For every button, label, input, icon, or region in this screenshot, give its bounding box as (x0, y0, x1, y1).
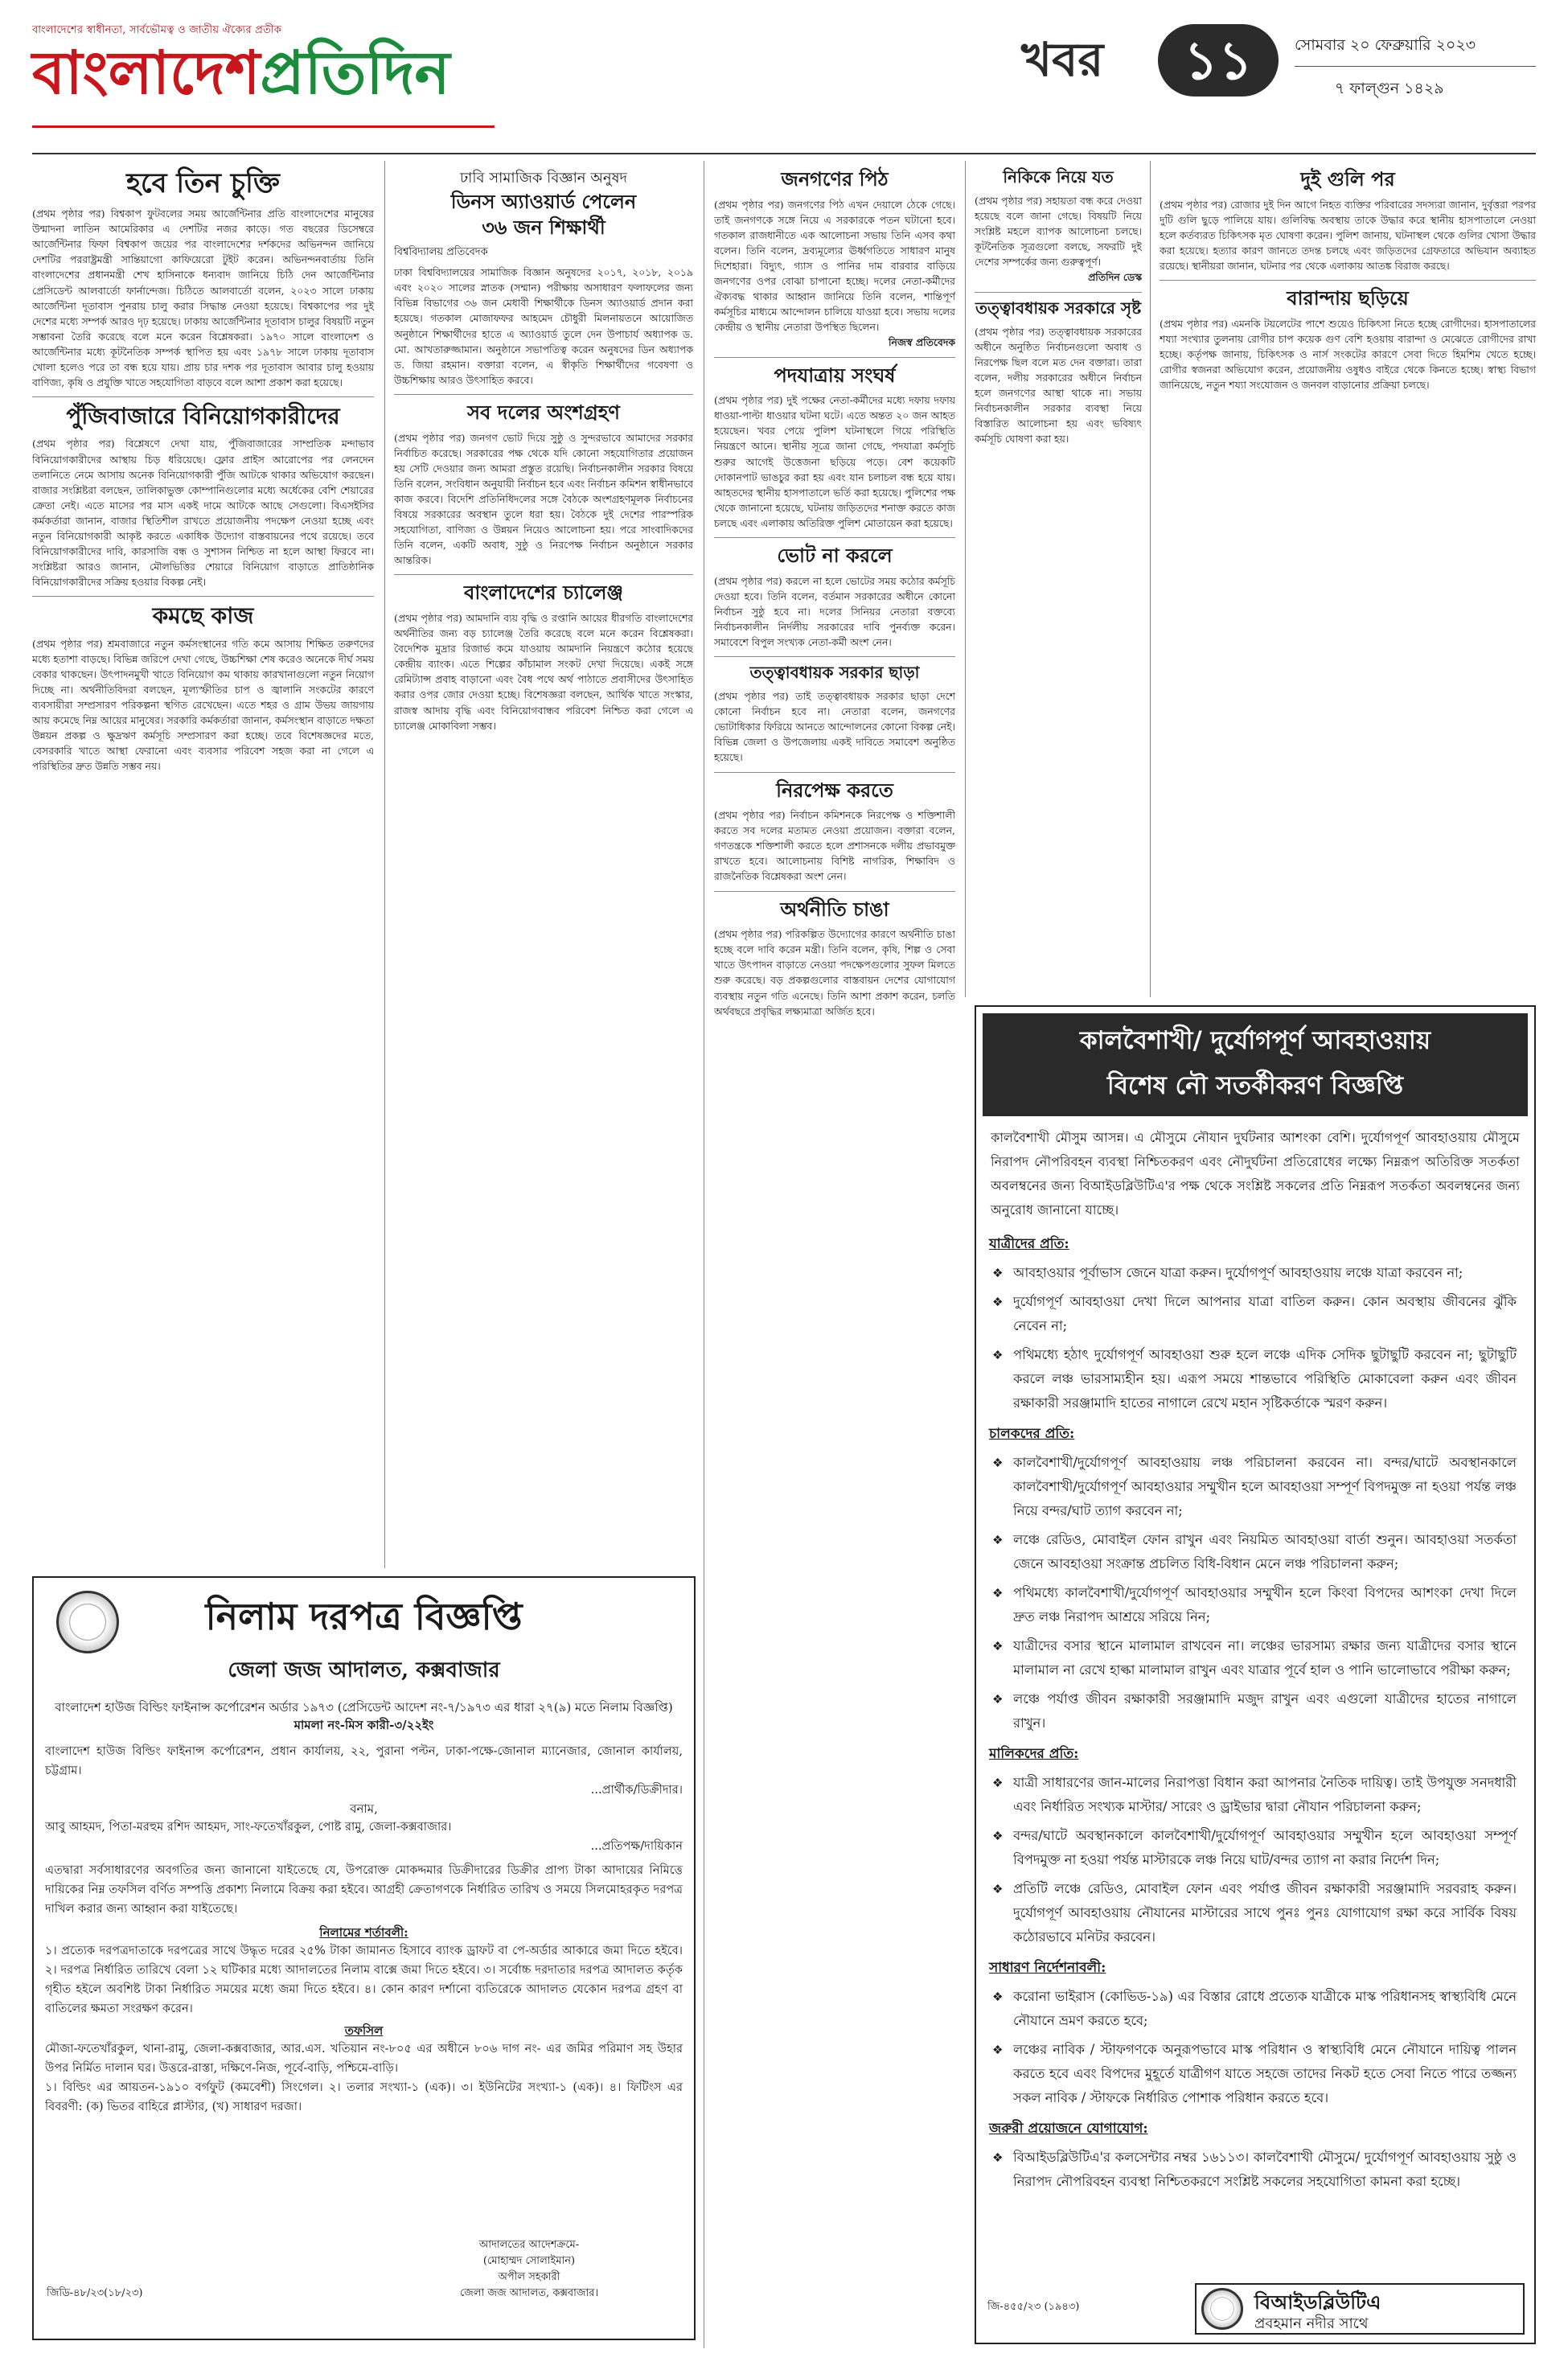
biwta-footer (1195, 2283, 1525, 2335)
masthead-rule (32, 153, 1536, 154)
auction-conditions: ১। প্রত্যেক দরপত্রদাতাকে দরপত্রের সাথে উদ্ধৃত দরের ২৫% টাকা জামানত হিসাবে ব্যাংক ড্রাফট বা পে-অর্ডার আকারে জমা দিতে হইবে। ২। দরপত্র নির্ধারিত তারিখে বেলা ১২ ঘটিকার মধ্যে আদালতের নিলাম বাক্সে জমা দিতে হইবে। ৩। সর্বোচ্চ দরদাতার দরপত্র আদালত কর্তৃক গৃহীত হইলে অবশিষ্ট টাকা নির্ধারিত সময়ের মধ্যে জমা দিতে হইবে। ৪। কোন কারণ দর্শানো ব্যতিরেকে আদালত যেকোন দরপত্র গ্রহণ বা বাতিলের ক্ষমতা সংরক্ষণ করেন। (45, 1944, 683, 2015)
passengers-list (976, 1261, 1534, 1415)
headline-niki[interactable]: নিকিকে নিয়ে যত (1003, 167, 1114, 187)
auction-signer-title: অপীল সহকারী (498, 2271, 560, 2283)
biwta-logo-icon (1201, 2288, 1243, 2330)
logo-name-part1: বাংলাদেশ (32, 39, 261, 108)
newspaper-logo[interactable] (32, 23, 515, 155)
auction-schedule: মৌজা-ফতেখাঁরকুল, থানা-রামু, জেলা-কক্সবাজার, আর.এস. খতিয়ান নং-৮০৫ এর অধীনে ৮০৬ দাগ নং- এর জমির পরিমাণ সহ উহার উপর নির্মিত দালান ঘর। উত্তরে-রাস্তা, দক্ষিণে-নিজ, পূর্বে-বাড়ি, পশ্চিমে-বাড়ি। (45, 2042, 683, 2075)
article-body: (প্রথম পৃষ্ঠার পর) আমদানি ব্যয় বৃদ্ধি ও রপ্তানি আয়ের ধীরগতি বাংলাদেশের অর্থনীতির জন্য বড় চ্যালেঞ্জ তৈরি করেছে বলে মনে করেন বিশ্লেষকরা। বৈদেশিক মুদ্রার রিজার্ভ কমে যাওয়ায় আমদানি নিয়ন্ত্রণে কঠোর হয়েছে কেন্দ্রীয় ব্যাংক। এতে শিল্পের কাঁচামাল সংকট দেখা দিয়েছে। একই সঙ্গে রেমিট্যান্স প্রবাহ বাড়ানো এবং বৈধ পথে অর্থ পাঠাতে প্রবাসীদের উৎসাহিত করার ওপর জোর দেওয়া হচ্ছে। বিশেষজ্ঞরা বলছেন, আর্থিক খাতে সংস্কার, রাজস্ব আদায় বৃদ্ধি এবং বিনিয়োগবান্ধব পরিবেশ নিশ্চিত করা গেলে এ চ্যালেঞ্জ মোকাবিলা সম্ভব। (394, 611, 693, 732)
auction-court: জেলা জজ আদালত, কক্সবাজার (228, 1658, 500, 1682)
headline-niropekkho[interactable]: নিরপেক্ষ করতে (776, 778, 893, 802)
story-divider (1160, 280, 1536, 281)
headline-challenge[interactable]: বাংলাদেশের চ্যালেঞ্জ (463, 581, 624, 605)
list-item: ❖ লঞ্চের নাবিক / স্টাফগণকে অনুরূপভাবে মাস্ক পরিধান ও স্বাস্থ্যবিধি মেনে নৌযানে দায়িত্ব পালন করতে হবে এবং বিপদের মুহূর্তে যাত্রীগণ যাতে সহজে তাদের নিকট হতে সেবা নিতে পারে তজ্জন্য সকল নাবিক / স্টাফকে নির্ধারিত পোশাক পরিধান করতে হবে। (1013, 2038, 1517, 2110)
column-2 (394, 165, 693, 1568)
list-item: ❖ দুর্যোগপূর্ণ আবহাওয়া দেখা দিলে আপনার যাত্রা বাতিল করুন। কোন অবস্থায় জীবনের ঝুঁকি নেবেন না; (1013, 1290, 1517, 1338)
auction-signer-name: (মোহাম্মদ সোলাইমান) (482, 2255, 576, 2267)
article-body: (প্রথম পৃষ্ঠার পর) করলে না হলে ভোটের সময় কঠোর কর্মসূচি দেওয়া হবে। তিনি বলেন, বর্তমান সরকারের অধীনে কোনো নির্বাচন সুষ্ঠু হবে না। দলের সিনিয়র নেতারা বক্তব্যে নির্বাচনকালীন নির্দলীয় সরকারের দাবি পুনর্ব্যক্ত করেন। সমাবেশে বিপুল সংখ্যক নেতা-কর্মী অংশ নেন। (714, 574, 955, 648)
story-divider (714, 537, 955, 538)
column-divider (384, 161, 385, 1568)
headline-komche-kaj[interactable]: কমছে কাজ (152, 602, 254, 630)
auction-defendant-role: ...প্রতিপক্ষ/দায়িকান (590, 1839, 683, 1853)
headline-dui-guli[interactable]: দুই গুলি পর (1300, 167, 1395, 191)
list-item: ❖ পথিমধ্যে কালবৈশাখী/দুর্যোগপূর্ণ আবহাওয়ার সম্মুখীন হলে কিংবা বিপদের আশংকা দেখা দিলে দ্রুত লঞ্চ নিরাপদ আশ্রয়ে সরিয়ে নিন; (1013, 1581, 1517, 1629)
article-credit: নিজস্ব প্রতিবেদক (888, 336, 955, 349)
list-item: ❖ কালবৈশাখী/দুর্যোগপূর্ণ আবহাওয়ায় লঞ্চ পরিচালনা করবেন না। বন্দর/ঘাটে অবস্থানকালে কালবৈশাখী/দুর্যোগপূর্ণ আবহাওয়ার সম্মুখীন হলে আবহাওয়া সম্পূর্ণ বিপদমুক্ত না হওয়া পর্যন্ত লঞ্চ নিয়ে বন্দর/ঘাট ত্যাগ করবেন না; (1013, 1451, 1517, 1523)
section-name: খবর (1021, 32, 1104, 87)
article-body: (প্রথম পৃষ্ঠার পর) তত্ত্বাবধায়ক সরকারের অধীনে অনুষ্ঠিত নির্বাচনগুলো অবাধ ও নিরপেক্ষ ছিল বলে মত দেন বক্তারা। তারা বলেন, দলীয় সরকারের অধীনে নির্বাচন হলে জনগণের আস্থা থাকে না। সভায় নির্বাচনকালীন সরকার ব্যবস্থা নিয়ে বিস্তারিত আলোচনা হয় এবং ভবিষ্যৎ কর্মসূচি ঘোষণা করা হয়। (975, 325, 1142, 446)
article-body: (প্রথম পৃষ্ঠার পর) এমনকি টয়লেটের পাশে শুয়েও চিকিৎসা নিতে হচ্ছে রোগীদের। হাসপাতালের শয্যা সংখ্যার তুলনায় রোগীর চাপ কয়েক গুণ বেশি হওয়ায় বারান্দা ও মেঝেতে রোগীদের রাখা হচ্ছে। কর্তৃপক্ষ জানায়, চিকিৎসক ও নার্স সংকটের কারণে সেবা দিতে হিমশিম খেতে হচ্ছে। রোগীর স্বজনরা অভিযোগ করেন, প্রয়োজনীয় ওষুধও বাইরে থেকে কিনতে হচ্ছে। স্বাস্থ্য বিভাগ জানিয়েছে, নতুন শয্যা সংযোজন ও জনবল বাড়ানোর প্রক্রিয়া চলছে। (1160, 317, 1536, 392)
auction-plaintiff: বাংলাদেশ হাউজ বিল্ডিং ফাইনান্স কর্পোরেশন, প্রধান কার্যালয়, ২২, পুরানা পল্টন, ঢাকা-পক্ষে-জোনাল ম্যানেজার, জোনাল কার্যালয়, চট্টগ্রাম। (45, 1744, 683, 1777)
headline-tottabodhayok[interactable]: তত্ত্বাবধায়ক সরকার ছাড়া (749, 663, 920, 683)
column-1 (32, 165, 374, 1568)
column-4 (975, 165, 1142, 993)
list-item: ❖ প্রতিটি লঞ্চে রেডিও, মোবাইল ফোন এবং পর্যাপ্ত জীবন রক্ষাকারী সরঞ্জামাদি সরবরাহ করুন। দুর্যোগপূর্ণ আবহাওয়ায় নৌযানের মাস্টারের সাথে পুনঃ পুনঃ যোগাযোগ রক্ষা করে সার্বিক বিষয় কঠোরভাবে মনিটর করবেন। (1013, 1877, 1517, 1949)
owners-list (976, 1771, 1534, 1949)
byline: বিশ্ববিদ্যালয় প্রতিবেদক (394, 246, 488, 259)
headline-deans-award[interactable]: ডিনস অ্যাওয়ার্ড পেলেন (450, 190, 637, 213)
headline-baranday[interactable]: বারান্দায় ছড়িয়ে (1287, 286, 1409, 310)
column-divider (965, 161, 966, 997)
drivers-list (976, 1451, 1534, 1735)
owners-title: মালিকদের প্রতি: (989, 1746, 1079, 1762)
warning-ref: জি-৪৫৫/২৩ (১৯৪৩) (987, 2301, 1080, 2313)
headline-tin-chukti[interactable]: হবে তিন চুক্তি (126, 167, 280, 199)
government-seal-icon (56, 1591, 119, 1653)
date-gregorian: সোমবার ২০ ফেব্রুয়ারি ২০২৩ (1295, 36, 1476, 54)
auction-items: ১। বিল্ডিং এর আয়তন-১৯১০ বর্গফুট (কমবেশী) সিংগেল। ২। তলার সংখ্যা-১ (এক)। ৩। ইউনিটের সংখ্যা-১ (এক)। ৪। ফিটিংস এর বিবরণী: (ক) ভিতর বাহিরে প্লাস্টার, (খ) সাধারণ দরজা। (45, 2080, 683, 2113)
article-body: (প্রথম পৃষ্ঠার পর) নির্বাচন কমিশনকে নিরপেক্ষ ও শক্তিশালী করতে সব দলের মতামত নেওয়া প্রয়োজন। বক্তারা বলেন, গণতন্ত্রকে শক্তিশালী করতে হলে প্রশাসনকে দলীয় প্রভাবমুক্ত রাখতে হবে। আলোচনায় বিশিষ্ট নাগরিক, শিক্ষাবিদ ও রাজনৈতিক বিশ্লেষকরা অংশ নেন। (714, 809, 955, 883)
auction-plaintiff-role: ...প্রার্থীক/ডিক্রীদার। (590, 1783, 683, 1797)
auction-ref: জিডি-৪৮/২৩(১৮/২৩) (47, 2287, 143, 2299)
headline-podojatra[interactable]: পদযাত্রায় সংঘর্ষ (774, 363, 896, 387)
headline-deans-award-2[interactable]: ৩৬ জন শিক্ষার্থী (482, 215, 605, 239)
logo-underline (32, 125, 495, 128)
warning-title-line1: কালবৈশাখী/ দুর্যোগপূর্ণ আবহাওয়ায় (1079, 1026, 1431, 1055)
page-number-badge: ১১ (1158, 24, 1279, 97)
list-item: ❖ বন্দর/ঘাটে অবস্থানকালে কালবৈশাখী/দুর্যোগপূর্ণ আবহাওয়ার সম্মুখীন হলে আবহাওয়া সম্পূর্ণ বিপদমুক্ত না হওয়া পর্যন্ত মাস্টারকে লঞ্চ নিয়ে ঘাট/বন্দর ত্যাগ না করার নির্দেশ দিন; (1013, 1824, 1517, 1872)
story-divider (714, 772, 955, 773)
drivers-title: চালকদের প্রতি: (989, 1426, 1075, 1442)
warning-title-banner (983, 1013, 1528, 1116)
auction-notice-ad (32, 1576, 696, 2340)
auction-schedule-title: তফসিল (344, 2023, 384, 2038)
article-body: (প্রথম পৃষ্ঠার পর) রোজার দুই দিন আগে নিহত ব্যক্তির পরিবারের সদস্যরা জানান, দুর্বৃত্তরা পরপর দুটি গুলি ছুড়ে পালিয়ে যায়। গুলিবিদ্ধ অবস্থায় তাকে উদ্ধার করে স্থানীয় হাসপাতালে নেওয়া হলে কর্তব্যরত চিকিৎসক মৃত ঘোষণা করেন। পুলিশ জানায়, ঘটনাস্থল থেকে গুলির খোসা উদ্ধার করা হয়েছে। হত্যার কারণ জানতে তদন্ত চলছে এবং জড়িতদের গ্রেফতারে অভিযান অব্যাহত রয়েছে। স্থানীয়রা জানান, ঘটনার পর থেকে এলাকায় আতঙ্ক বিরাজ করছে। (1160, 198, 1536, 272)
list-item: ❖ লঞ্চে রেডিও, মোবাইল ফোন রাখুন এবং নিয়মিত আবহাওয়া বার্তা শুনুন। আবহাওয়া সতর্কতা জেনে আবহাওয়া সংক্রান্ত প্রচলিত বিধি-বিধান মেনে লঞ্চ পরিচালনা করুন; (1013, 1528, 1517, 1576)
article-body: (প্রথম পৃষ্ঠার পর) বিশ্বকাপ ফুটবলের সময় আর্জেন্টিনার প্রতি বাংলাদেশের মানুষের উন্মাদনা লাতিন আমেরিকার এ দেশটির নজর কাড়ে। গত বছরের ডিসেম্বরে আর্জেন্টিনার ফিফা বিশ্বকাপ জয়ের পর বাংলাদেশের দর্শকদের অভিনন্দন জানিয়ে দেশটির পররাষ্ট্রমন্ত্রী সান্তিয়াগো কাফিয়েরো টুইট করেন। অভিনন্দনবার্তায় তিনি বাংলাদেশের প্রধানমন্ত্রী শেখ হাসিনাকে ধন্যবাদ জানিয়ে চিঠি দেন আর্জেন্টিনার প্রেসিডেন্ট আলবার্তো ফার্নান্দেজ। চিঠিতে আলবার্তো বলেন, ২০২৩ সালে ঢাকায় আর্জেন্টিনা দূতাবাস পুনরায় চালু করার সিদ্ধান্ত নেওয়া হয়েছে। বিশ্বকাপের পর দুই দেশের মধ্যে সম্পর্ক আরও দৃঢ় হয়েছে। ঢাকায় আর্জেন্টিনার দূতাবাস চালুর বিষয়টি নতুন সম্ভাবনা তৈরি করেছে বলে মনে করেন বিশ্লেষকরা। ১৯৭০ সালে বাংলাদেশ ও আর্জেন্টিনার মধ্যে কূটনৈতিক সম্পর্ক স্থাপিত হয় এবং ১৯৭৮ সালে ঢাকায় দূতাবাস খোলা হলেও পরে তা বন্ধ হয়ে যায়। প্রায় চার দশক পর দূতাবাস আবার চালু হওয়ায় বাণিজ্য, কৃষি ও প্রযুক্তি খাতে সহযোগিতা বাড়বে বলে আশা প্রকাশ করা হয়েছে। (32, 207, 374, 389)
auction-title: নিলাম দরপত্র বিজ্ঞপ্তি (205, 1595, 523, 1638)
kicker: ঢাবি সামাজিক বিজ্ঞান অনুষদ (460, 170, 627, 187)
headline-sob-doler[interactable]: সব দলের অংশগ্রহণ (467, 400, 620, 424)
warning-intro: কালবৈশাখী মৌসুম আসন্ন। এ মৌসুমে নৌযান দুর্ঘটনার আশংকা বেশি। দুর্যোগপূর্ণ আবহাওয়ায় মৌসুমে নিরাপদ নৌপরিবহন ব্যবস্থা নিশ্চিতকরণ এবং নৌদুর্ঘটনা প্রতিরোধের লক্ষ্যে নিম্নরূপ অতিরিক্ত সতর্কতা অবলম্বনের জন্য বিআইডব্লিউটিএ'র পক্ষ থেকে সংশ্লিষ্ট সকলের প্রতি নিম্নরূপ সতর্কতা অবলম্বনের জন্য অনুরোধ জানানো যাচ্ছে। (991, 1130, 1520, 1218)
emergency-title: জরুরী প্রয়োজনে যোগাযোগ: (989, 2121, 1148, 2137)
story-divider (394, 394, 693, 395)
article-body: (প্রথম পৃষ্ঠার পর) জনগণের পিঠ এখন দেয়ালে ঠেকে গেছে। তাই জনগণকে সঙ্গে নিয়ে এ সরকারকে পতন ঘটানো হবে। গতকাল রাজধানীতে এক আলোচনা সভায় তিনি এসব কথা বলেন। তিনি বলেন, দ্রব্যমূল্যের ঊর্ধ্বগতিতে সাধারণ মানুষ দিশেহারা। বিদ্যুৎ, গ্যাস ও পানির দাম বারবার বাড়িয়ে জনগণের ওপর বোঝা চাপানো হচ্ছে। দলের নেতা-কর্মীদের ঐক্যবদ্ধ থাকার আহ্বান জানিয়ে তিনি বলেন, শান্তিপূর্ণ কর্মসূচির মাধ্যমে আন্দোলন চালিয়ে যাওয়া হবে। সভায় দলের কেন্দ্রীয় ও স্থানীয় নেতারা উপস্থিত ছিলেন। (714, 198, 955, 334)
story-divider (714, 357, 955, 358)
headline-vote-na-korle[interactable]: ভোট না করলে (777, 543, 893, 567)
general-list (976, 1985, 1534, 2110)
list-item: ❖ করোনা ভাইরাস (কোভিড-১৯) এর বিস্তার রোধে প্রত্যেক যাত্রীকে মাস্ক পরিধানসহ স্বাস্থ্যবিধি মেনে নৌযানে ভ্রমণ করতে হবে; (1013, 1985, 1517, 2033)
auction-case-no: মামলা নং-মিস কারী-৩/২২ইং (293, 1718, 434, 1732)
article-body: (প্রথম পৃষ্ঠার পর) তাই তত্ত্বাবধায়ক সরকার ছাড়া দেশে কোনো নির্বাচন হবে না। নেতারা বলেন, জনগণের ভোটাধিকার ফিরিয়ে আনতে আন্দোলনের কোনো বিকল্প নেই। বিভিন্ন জেলা ও উপজেলায় একই দাবিতে সমাবেশ অনুষ্ঠিত হয়েছে। (714, 690, 955, 764)
logo-wordmark (32, 39, 450, 108)
list-item: ❖ পথিমধ্যে হঠাৎ দুর্যোগপূর্ণ আবহাওয়া শুরু হলে লঞ্চে এদিক সেদিক ছুটাছুটি করবেন না; ছুটাছুটি করলে লঞ্চ ভারসাম্যহীন হয়। এরূপ সময়ে শান্তভাবে পরিস্থিতি মোকাবেলা করুন এবং জীবন রক্ষাকারী সরঞ্জামাদি হাতের নাগালে রেখে মহান সৃষ্টিকর্তাকে স্মরণ করুন। (1013, 1343, 1517, 1415)
biwta-name: বিআইডব্লিউটিএ (1254, 2290, 1381, 2314)
weather-warning-ad (975, 1005, 1536, 2344)
article-body: (প্রথম পৃষ্ঠার পর) সহায়তা বন্ধ করে দেওয়া হয়েছে বলে জানা গেছে। বিষয়টি নিয়ে সংশ্লিষ্ট মহলে ব্যাপক আলোচনা চলছে। কূটনৈতিক সূত্রগুলো বলছে, সফরটি দুই দেশের সম্পর্কের জন্য গুরুত্বপূর্ণ। (975, 195, 1142, 269)
logo-tagline: বাংলাদেশের স্বাধীনতা, সার্বভৌমত্ব ও জাতীয় ঐক্যের প্রতীক (32, 24, 282, 36)
emergency-list (976, 2146, 1534, 2194)
headline-jonogoner-pith[interactable]: জনগণের পিঠ (781, 167, 889, 191)
list-item: ❖ লঞ্চে পর্যাপ্ত জীবন রক্ষাকারী সরঞ্জামাদি মজুদ রাখুন এবং এগুলো যাত্রীদের হাতের নাগালে রাখুন। (1013, 1687, 1517, 1735)
biwta-slogan: প্রবহমান নদীর সাথে (1254, 2315, 1369, 2332)
auction-order: বাংলাদেশ হাউজ বিল্ডিং ফাইনান্স কর্পোরেশন অর্ডার ১৯৭৩ (প্রেসিডেন্ট আদেশ নং-৭/১৯৭৩ এর ধারা ২৭(৯) মতে নিলাম বিজ্ঞপ্তি) (55, 1700, 673, 1715)
general-title: সাধারণ নির্দেশনাবলী: (989, 1960, 1106, 1976)
auction-intro: এতদ্বারা সর্বসাধারণের অবগতির জন্য জানানো যাইতেছে যে, উপরোক্ত মোকদ্দমার ডিক্রীদারের ডিক্রীর প্রাপ্য টাকা আদায়ের নিমিত্তে দায়িকের নিম্ন তফসিল বর্ণিত সম্পত্তি প্রকাশ্য নিলামে বিক্রয় করা হইবে। আগ্রহী ক্রেতাগণকে নির্ধারিত তারিখ ও সময়ে সিলমোহরকৃত দরপত্র দাখিল করার জন্য আহ্বান করা যাইতেছে। (45, 1863, 683, 1916)
date-bengali: ৭ ফাল্গুন ১৪২৯ (1335, 80, 1444, 97)
masthead (32, 16, 1536, 157)
story-divider (714, 656, 955, 657)
column-divider (1150, 161, 1151, 997)
list-item: ❖ আবহাওয়ার পূর্বাভাস জেনে যাত্রা করুন। দুর্যোগপূর্ণ আবহাওয়ায় লঞ্চে যাত্রা করবেন না; (1013, 1261, 1517, 1285)
list-item: ❖ যাত্রীদের বসার স্থানে মালামাল রাখবেন না। লঞ্চের ভারসাম্য রক্ষার জন্য যাত্রীদের বসার স্থানে মালামাল না রেখে হাল্কা মালামাল রাখুন এবং যাত্রার পূর্বে হাল ও পানি ভালোভাবে পরীক্ষা করুন; (1013, 1634, 1517, 1682)
story-divider (32, 396, 374, 397)
article-body: (প্রথম পৃষ্ঠার পর) বিশ্লেষণে দেখা যায়, পুঁজিবাজারের সাম্প্রতিক মন্দাভাব বিনিয়োগকারীদের আস্থায় চিড় ধরিয়েছে। ফ্লোর প্রাইস আরোপের পর লেনদেন তলানিতে নেমে আসায় অনেক বিনিয়োগকারী পুঁজি আটকে থাকার অভিযোগ করছেন। বাজার সংশ্লিষ্টরা বলছেন, তালিকাভুক্ত কোম্পানিগুলোর মধ্যে অর্ধেকের বেশি শেয়ারের ক্রেতা নেই। এতে মাসের পর মাস একই দামে আটকে আছে সেগুলো। বিএসইসির কর্মকর্তারা জানান, বাজার স্থিতিশীল রাখতে প্রয়োজনীয় পদক্ষেপ নেওয়া হচ্ছে এবং নতুন বিনিয়োগকারী আকৃষ্ট করতে একাধিক উদ্যোগ বাস্তবায়নের পথে রয়েছে। তবে বিনিয়োগকারীদের দাবি, কারসাজি বন্ধ ও সুশাসন নিশ্চিত না হলে আস্থা ফিরবে না। সংশ্লিষ্টরা আরও জানান, মৌলভিত্তির শেয়ারে বিনিয়োগ বাড়াতে প্রাতিষ্ঠানিক বিনিয়োগকারীদের সক্রিয় হওয়ার বিকল্প নেই। (32, 437, 374, 589)
page-section-header (1021, 24, 1536, 153)
article-body: (প্রথম পৃষ্ঠার পর) জনগণ ভোট দিয়ে সুষ্ঠু ও সুন্দরভাবে আমাদের সরকার নির্বাচিত করেছে। সরকারের পক্ষ থেকে যদি কোনো সহযোগিতার প্রয়োজন হয় সেটি দেওয়ার জন্য আমরা প্রস্তুত রয়েছি। নির্বাচনকালীন সরকার বিষয়ে তিনি বলেন, সংবিধান অনুযায়ী নির্বাচন হবে এবং নির্বাচন কমিশন স্বাধীনভাবে কাজ করবে। বিদেশি প্রতিনিধিদলের সঙ্গে বৈঠকে অংশগ্রহণমূলক নির্বাচনের বিষয়ে সরকারের অবস্থান তুলে ধরা হয়। বৈঠকে দুই দেশের পারস্পরিক সহযোগিতা, বাণিজ্য ও উন্নয়ন নিয়েও আলোচনা হয়। পরে সাংবাদিকদের তিনি বলেন, একটি অবাধ, সুষ্ঠু ও নিরপেক্ষ নির্বাচন অনুষ্ঠানে সরকার আন্তরিক। (394, 431, 693, 567)
auction-conditions-title: নিলামের শর্তাবলী: (319, 1925, 408, 1940)
headline-tottabodhayok-srishto[interactable]: তত্ত্বাবধায়ক সরকারে সৃষ্ট (975, 298, 1142, 318)
auction-signer-office: জেলা জজ আদালত, কক্সবাজার। (459, 2287, 599, 2299)
list-item: ❖ যাত্রী সাধারণের জান-মালের নিরাপত্তা বিধান করা আপনার নৈতিক দায়িত্ব। তাই উপযুক্ত সনদধারী এবং নির্ধারিত সংখ্যক মাস্টার/ সারেং ও ড্রাইভার দ্বারা নৌযান পরিচালনা করুন; (1013, 1771, 1517, 1819)
auction-signed-by: আদালতের আদেশক্রমে- (478, 2239, 580, 2251)
auction-defendant: আবু আহমদ, পিতা-মরহুম রশিদ আহমদ, সাং-ফতেখাঁরকুল, পোষ্ট রামু, জেলা-কক্সবাজার। (45, 1820, 452, 1834)
article-body: (প্রথম পৃষ্ঠার পর) দুই পক্ষের নেতা-কর্মীদের মধ্যে দফায় দফায় ধাওয়া-পাল্টা ধাওয়ার ঘটনা ঘটে। এতে অন্তত ২০ জন আহত হয়েছেন। খবর পেয়ে পুলিশ ঘটনাস্থলে গিয়ে পরিস্থিতি নিয়ন্ত্রণে আনে। স্থানীয় সূত্রে জানা গেছে, পদযাত্রা কর্মসূচি শুরুর আগেই উত্তেজনা ছড়িয়ে পড়ে। বেশ কয়েকটি দোকানপাট ভাঙচুর করা হয় এবং যান চলাচল বন্ধ হয়ে যায়। আহতদের স্থানীয় হাসপাতালে ভর্তি করা হয়েছে। পুলিশের পক্ষ থেকে জানানো হয়েছে, ঘটনায় জড়িতদের শনাক্ত করতে কাজ চলছে এবং এলাকায় অতিরিক্ত পুলিশ মোতায়েন করা হয়েছে। (714, 394, 955, 529)
story-divider (394, 574, 693, 575)
column-3 (714, 165, 955, 2336)
story-divider (975, 292, 1142, 293)
date-divider (1295, 66, 1536, 67)
article-body: (প্রথম পৃষ্ঠার পর) পরিকল্পিত উদ্যোগের কারণে অর্থনীতি চাঙা হচ্ছে বলে দাবি করেন মন্ত্রী। তিনি বলেন, কৃষি, শিল্প ও সেবা খাতে উৎপাদন বাড়াতে নেওয়া পদক্ষেপগুলোর সুফল মিলতে শুরু করেছে। বড় প্রকল্পগুলোর বাস্তবায়ন দেশের যোগাযোগ ব্যবস্থায় নতুন গতি এনেছে। তিনি আশা প্রকাশ করেন, চলতি অর্থবছরে প্রবৃদ্ধির লক্ষ্যমাত্রা অর্জিত হবে। (714, 928, 955, 1017)
passengers-title: যাত্রীদের প্রতি: (989, 1236, 1069, 1252)
auction-signature-block (396, 2237, 662, 2302)
story-divider (714, 891, 955, 892)
warning-title-line2: বিশেষ নৌ সতর্কীকরণ বিজ্ঞপ্তি (1106, 1071, 1404, 1100)
headline-orthoniti[interactable]: অর্থনীতি চাঙা (780, 897, 889, 921)
article-body: (প্রথম পৃষ্ঠার পর) শ্রমবাজারে নতুন কর্মসংস্থানের গতি কমে আসায় শিক্ষিত তরুণদের মধ্যে হতাশা বাড়ছে। বিভিন্ন জরিপে দেখা গেছে, উচ্চশিক্ষা শেষ করেও অনেকে দীর্ঘ সময় বেকার থাকছেন। উৎপাদনমুখী খাতে বিনিয়োগ কম থাকায় কারখানাগুলো নতুন নিয়োগ দিচ্ছে না। অর্থনীতিবিদরা বলছেন, মূল্যস্ফীতির চাপ ও জ্বালানি সংকটের কারণে ব্যবসায়ীরা সম্প্রসারণ পরিকল্পনা স্থগিত রেখেছেন। এতে শহর ও গ্রাম উভয় জায়গায় আয় কমেছে নিম্ন আয়ের মানুষের। সরকারি কর্মকর্তারা জানান, কর্মসংস্থান বাড়াতে দক্ষতা উন্নয়ন প্রকল্প ও ক্ষুদ্রঋণ কর্মসূচি সম্প্রসারণ করা হচ্ছে। তবে বিশেষজ্ঞদের মতে, বেসরকারি খাতে আস্থা ফেরানো এবং ব্যবসার পরিবেশ সহজ করা না গেলে এ পরিস্থিতির দ্রুত উন্নতি সম্ভব নয়। (32, 637, 374, 773)
list-item: ❖ বিআইডব্লিউটিএ'র কলসেন্টার নম্বর ১৬১১৩। কালবৈশাখী মৌসুমে/ দুর্যোগপূর্ণ আবহাওয়ায় সুষ্ঠু ও নিরাপদ নৌপরিবহন ব্যবস্থা নিশ্চিতকরণে সংশ্লিষ্ট সকলের সহযোগিতা কামনা করা হচ্ছে। (1013, 2146, 1517, 2194)
article-credit: প্রতিদিন ডেস্ক (1088, 271, 1142, 284)
headline-puji-bazar[interactable]: পুঁজিবাজারে বিনিয়োগকারীদের (66, 403, 340, 430)
logo-name-part2: প্রতিদিন (260, 39, 450, 108)
column-5 (1160, 165, 1536, 993)
story-divider (32, 596, 374, 597)
article-body: ঢাকা বিশ্ববিদ্যালয়ের সামাজিক বিজ্ঞান অনুষদের ২০১৭, ২০১৮, ২০১৯ এবং ২০২০ সালের স্নাতক (সম্মান) পরীক্ষায় অসাধারণ ফলাফলের জন্য বিভিন্ন বিভাগের ৩৬ জন মেধাবী শিক্ষার্থীকে ডিনস অ্যাওয়ার্ড প্রদান করা হয়েছে। গতকাল মোজাফফর আহমেদ চৌধুরী মিলনায়তনে আয়োজিত অনুষ্ঠানে শিক্ষার্থীদের হাতে এ অ্যাওয়ার্ড তুলে দেন উপাচার্য অধ্যাপক ড. মো. আখতারুজ্জামান। অনুষ্ঠানে সভাপতিত্ব করেন অনুষদের ডিন অধ্যাপক ড. জিয়া রহমান। বক্তারা বলেন, এ স্বীকৃতি শিক্ষার্থীদের গবেষণা ও উচ্চশিক্ষায় আরও উৎসাহিত করবে। (394, 266, 693, 386)
auction-versus: বনাম, (350, 1801, 378, 1816)
